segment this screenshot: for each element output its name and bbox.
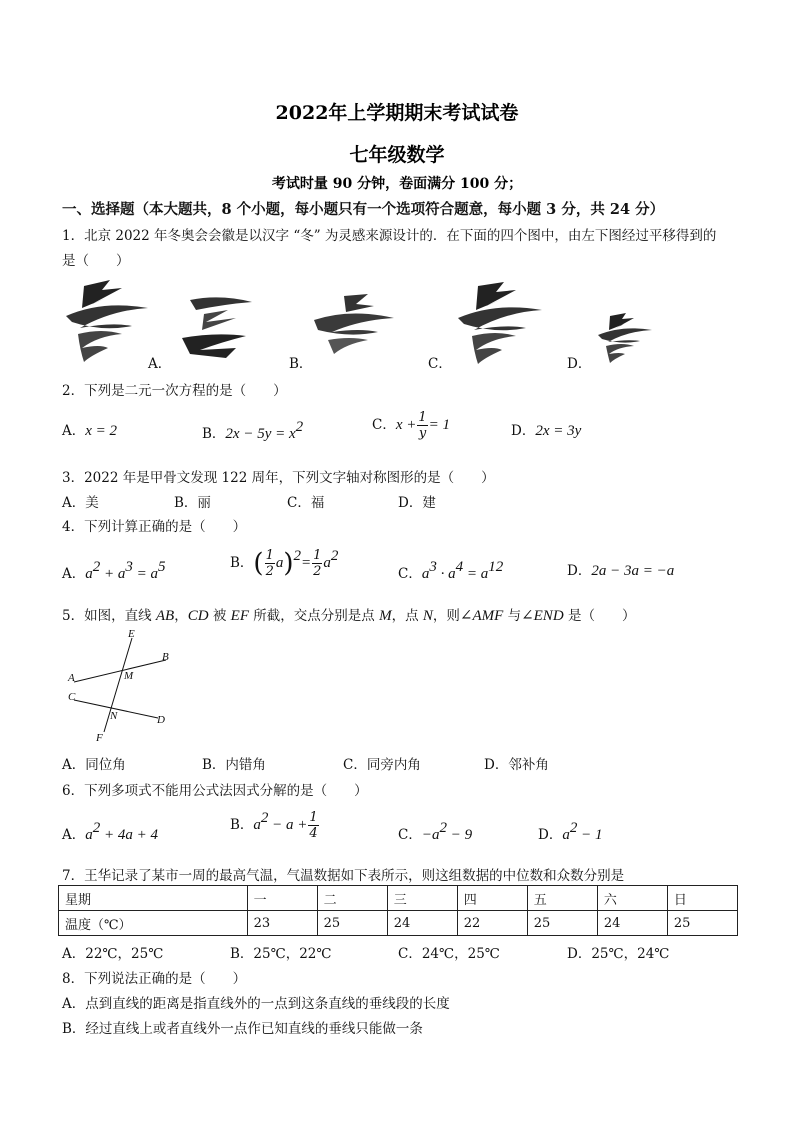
q6-b-pre: a [253,817,261,833]
q4-c-exp1: 3 [429,559,437,575]
q8-option-b: B．经过直线上或者直线外一点作已知直线的垂线只能做一条 [62,1021,423,1037]
q7-option-c: C．24℃，25℃ [398,946,500,962]
q5-sep: ， [174,608,188,624]
q2-option-b-exp: 2 [295,419,304,435]
table-header-cell: 五 [527,886,597,911]
q4-option-b: B．( $\frac{1}{2}$ a)$^2$= $\frac{1}{2}$ $a^2$ [230,548,339,579]
q5-mid2: 所截，交点分别是点 [248,608,380,624]
q6-option-c-label: C． [398,827,422,843]
q6-option-d [538,820,602,844]
q2-option-c-num: 1 [418,410,427,425]
q2-option-b [202,419,303,443]
table-cell: 温度（℃） [59,911,248,936]
q7-option-a: A．22℃，25℃ [62,946,164,962]
q5-option-a: A．同位角 [62,757,126,773]
q4-a-term2: + a [100,566,126,582]
q4-option-b-label: B． [230,555,254,571]
table-header-cell: 日 [667,886,737,911]
q5-point-n: N [422,608,433,624]
q8-option-a: A．点到直线的距离是指直线外的一点到这条直线的垂线段的长度 [62,996,450,1012]
q6-c-pre: −a [421,827,440,843]
q7-option-d: D．25℃，24℃ [567,946,670,962]
q3-option-b: B．丽 [174,495,211,511]
q4-option-a [62,559,166,583]
q6-d-exp: 2 [569,820,578,836]
q1-stem-line2: 是（ ） [62,253,130,269]
q4-b-var: a [275,555,284,571]
q5-mid1: 被 [208,608,231,624]
table-row [59,911,738,936]
q6-d-post: − 1 [577,827,603,843]
q4-b-eq: = [301,555,312,571]
q6-stem: 6．下列多项式不能用公式法因式分解的是（ ） [62,783,368,799]
q5-label-b: B [162,651,169,663]
q1-option-b-label: B． [289,356,313,372]
q7-option-b: B．25℃，22℃ [230,946,332,962]
q5-option-c: C．同旁内角 [343,757,421,773]
q6-option-d-label: D． [538,827,563,843]
table-cell: 25 [667,911,737,936]
q2-option-c-post: = 1 [428,417,451,433]
table-cell: 25 [317,911,387,936]
q5-mid4: ，则 [432,608,460,624]
q2-option-d-expr: 2x = 3y [535,423,582,439]
q2-option-c-pre: x + [395,417,417,433]
q7-stem: 7．王华记录了某市一周的最高气温，气温数据如下表所示，则这组数据的中位数和众数分别是 [62,868,625,884]
q3-option-a: A．美 [62,495,99,511]
q1-emblem-option-b-image [176,292,262,362]
q4-a-term1: a [85,566,93,582]
table-header-cell: 六 [597,886,667,911]
q5-mid3: ，点 [391,608,423,624]
table-cell: 23 [247,911,317,936]
q6-c-exp: 2 [439,820,447,836]
q6-option-a-label: A． [62,827,86,843]
q5-label-n: N [110,710,118,722]
q1-emblem-option-d-image [454,280,546,366]
q5-label-m: M [124,670,134,682]
q4-c-exp3: 12 [488,559,504,575]
q2-option-b-label: B． [202,426,226,442]
exam-subject: 七年级数学 [349,144,445,166]
q4-option-d [567,559,674,580]
q6-c-post: − 9 [446,827,473,843]
table-header-cell: 星期 [59,886,248,911]
q2-option-c-den: y [418,426,427,441]
q4-a-rhs: = a [132,566,158,582]
q5-label-d: D [157,714,165,726]
q6-a-post: + 4a + 4 [100,827,158,843]
q4-b-rexp: 2 [330,548,339,564]
q5-point-m: M [379,608,392,624]
q1-emblem-original-image [62,278,152,364]
q4-c-term1: a [421,566,430,582]
q1-option-a-label: A． [148,356,172,372]
q1-option-d-label: D． [567,356,592,372]
q1-emblem-option-c-image [310,292,396,362]
table-header-cell: 三 [387,886,457,911]
q5-angle-amf: ∠AMF [459,608,504,624]
table-cell: 22 [457,911,527,936]
q6-a-exp: 2 [92,820,101,836]
q6-option-c [398,820,472,844]
q1-emblem-small-image [596,312,654,364]
q5-angle-end: ∠END [521,608,564,624]
q4-b-den: 2 [265,564,274,579]
q6-b-mid: − a + [268,817,308,833]
q2-option-a [62,419,117,440]
q3-option-c: C．福 [287,495,325,511]
q6-d-pre: a [562,827,570,843]
table-cell: 24 [387,911,457,936]
q7-temperature-table [58,885,738,936]
q5-stem-pre: 5．如图，直线 [62,608,156,624]
q5-stem [62,604,635,625]
q1-option-c-label: C． [428,356,452,372]
q5-line-ab: AB [155,608,175,624]
q4-option-d-label: D． [567,563,592,579]
q5-mid5: 与 [503,608,522,624]
q4-stem: 4．下列计算正确的是（ ） [62,519,247,535]
q5-stem-post: 是（ ） [563,608,636,624]
q6-option-a [62,820,158,844]
table-header-cell: 二 [317,886,387,911]
table-row [59,886,738,911]
q6-option-b [230,810,320,841]
q2-option-d [511,419,581,440]
q4-c-exp2: 4 [455,559,464,575]
q4-b-rvar: a [323,555,331,571]
q2-option-d-label: D． [511,423,536,439]
q6-b-den: 4 [309,826,318,841]
table-header-cell: 四 [457,886,527,911]
q4-b-num: 1 [265,548,274,563]
q3-stem: 3．2022 年是甲骨文发现 122 周年，下列文字轴对称图形的是（ ） [62,470,495,486]
q5-option-b: B．内错角 [202,757,266,773]
q2-option-c [372,410,450,441]
section-heading: 一、选择题（本大题共，8 个小题，每小题只有一个选项符合题意，每小题 3 分，共 24 分） [62,201,665,218]
q1-stem-line1: 1．北京 2022 年冬奥会会徽是以汉字 “冬” 为灵感来源设计的．在下面的四个图中，由左下图经过平移得到的 [62,228,717,244]
q2-option-a-label: A． [62,423,86,439]
q2-option-a-expr: x = 2 [85,423,118,439]
q6-option-b-label: B． [230,817,254,833]
q5-label-e: E [128,628,135,640]
q4-c-term2: · a [436,566,456,582]
q3-option-d: D．建 [398,495,436,511]
q5-line-ef-shape [104,638,132,732]
q5-line-ef: EF [230,608,249,624]
q4-option-c [398,559,503,583]
table-cell: 25 [527,911,597,936]
q5-line-cd: CD [187,608,209,624]
exam-title: 2022年上学期期末考试试卷 [275,102,519,124]
q4-option-c-label: C． [398,566,422,582]
q4-a-exp2: 3 [125,559,133,575]
q5-figure [62,626,182,744]
q2-option-c-label: C． [372,417,396,433]
q4-a-exp1: 2 [92,559,101,575]
q8-stem: 8．下列说法正确的是（ ） [62,971,247,987]
table-header-cell: 一 [247,886,317,911]
q4-a-exp3: 5 [158,559,166,575]
q2-option-b-expr: 2x − 5y = x [225,426,296,442]
table-cell: 24 [597,911,667,936]
q4-c-rhs: = a [463,566,489,582]
q6-b-num: 1 [309,810,318,825]
q5-label-f: F [96,732,103,744]
exam-info: 考试时量 90 分钟，卷面满分 100 分； [271,176,523,192]
q4-b-exp: 2 [293,548,302,564]
q5-label-c: C [68,691,76,703]
q4-d-expr: 2a − 3a = −a [591,563,675,579]
q2-stem: 2．下列是二元一次方程的是（ ） [62,383,287,399]
q4-b-rnum: 1 [313,548,322,563]
q5-option-d: D．邻补角 [484,757,549,773]
q6-b-exp: 2 [260,810,269,826]
q4-option-a-label: A． [62,566,86,582]
q5-label-a: A [68,672,75,684]
q4-b-rden: 2 [313,564,322,579]
q6-a-pre: a [85,827,93,843]
